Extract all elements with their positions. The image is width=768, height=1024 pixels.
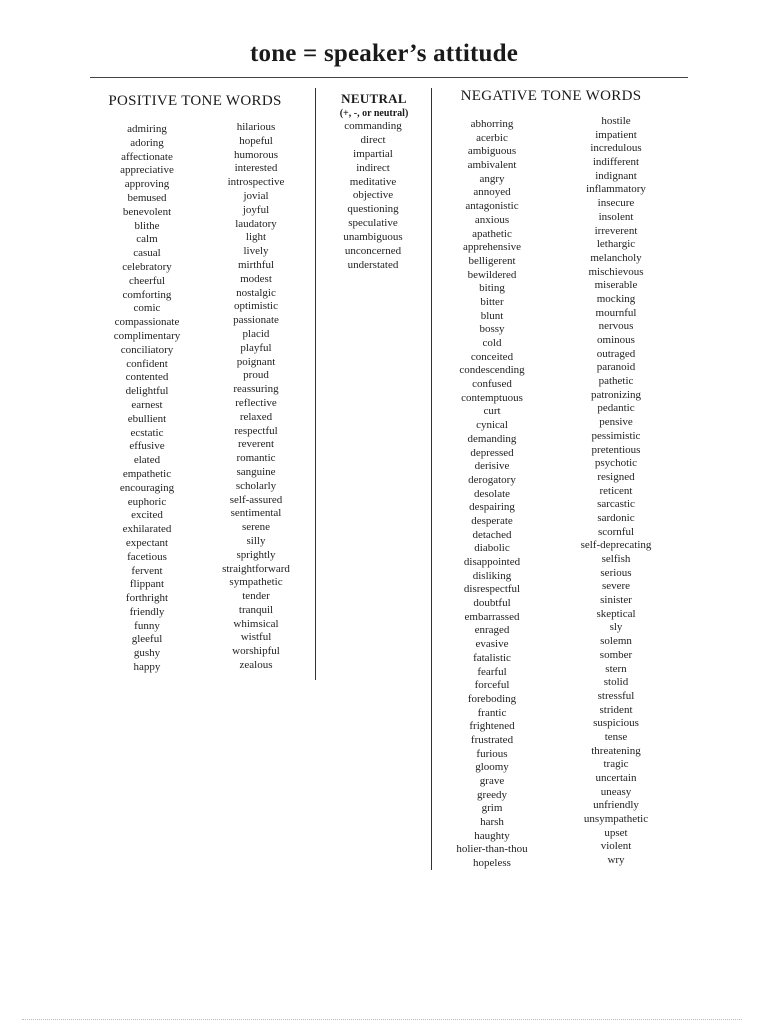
positive-words-column-1 <box>92 123 202 675</box>
positive-tone-word: self-assured <box>229 493 283 506</box>
negative-tone-word: angry <box>479 172 505 185</box>
negative-tone-word: embarrassed <box>464 610 520 623</box>
neutral-tone-word: speculative <box>348 217 398 230</box>
negative-tone-word: curt <box>483 405 501 418</box>
neutral-tone-word: unambiguous <box>343 231 403 244</box>
positive-heading: POSITIVE TONE WORDS <box>108 93 282 109</box>
negative-tone-word: anxious <box>474 213 510 226</box>
positive-tone-word: optimistic <box>234 300 278 313</box>
positive-tone-word: conciliatory <box>120 343 174 356</box>
negative-heading: NEGATIVE TONE WORDS <box>460 88 642 104</box>
negative-tone-word: miserable <box>594 279 638 292</box>
negative-tone-word: selfish <box>601 553 631 565</box>
negative-tone-word: psychotic <box>594 457 638 470</box>
negative-tone-word: insolent <box>598 210 634 223</box>
positive-tone-word: comic <box>133 302 161 315</box>
positive-tone-word: confident <box>126 357 168 370</box>
negative-tone-word: derisive <box>474 460 510 473</box>
negative-tone-word: contemptuous <box>461 391 523 404</box>
negative-tone-word: detached <box>472 528 512 541</box>
negative-tone-word: abhorring <box>470 118 514 130</box>
positive-tone-word: laudatory <box>235 217 277 230</box>
negative-tone-word: doubtful <box>473 597 511 610</box>
positive-tone-word: affectionate <box>121 150 173 163</box>
positive-tone-word: exhilarated <box>122 523 172 536</box>
neutral-tone-word: unconcerned <box>344 245 402 258</box>
positive-tone-word: friendly <box>129 605 165 618</box>
positive-tone-word: reflective <box>235 396 277 409</box>
positive-tone-word: hilarious <box>236 121 276 133</box>
negative-tone-word: bossy <box>479 323 505 336</box>
neutral-tone-word: indirect <box>356 161 390 174</box>
negative-tone-word: insecure <box>597 197 635 210</box>
negative-tone-word: patronizing <box>590 388 642 401</box>
neutral-tone-word: questioning <box>347 203 399 216</box>
positive-tone-word: tender <box>242 590 270 603</box>
column-divider-right <box>431 88 432 870</box>
negative-tone-word: conceited <box>470 350 514 363</box>
negative-tone-word: skeptical <box>596 607 636 620</box>
negative-tone-word: mournful <box>595 306 637 319</box>
negative-tone-word: ominous <box>597 334 635 346</box>
negative-tone-word: solemn <box>600 635 632 648</box>
negative-tone-word: gloomy <box>475 761 509 774</box>
positive-tone-word: casual <box>133 247 161 260</box>
positive-tone-word: scholarly <box>235 479 277 492</box>
positive-tone-word: benevolent <box>122 205 172 218</box>
positive-tone-word: sentimental <box>230 507 282 520</box>
positive-tone-word: zealous <box>239 659 273 672</box>
positive-tone-word: gleeful <box>131 633 163 646</box>
positive-tone-word: passionate <box>233 314 279 327</box>
positive-tone-word: calm <box>136 233 158 246</box>
negative-tone-word: demanding <box>467 432 517 445</box>
positive-tone-word: expectant <box>125 536 169 549</box>
positive-tone-word: sprightly <box>236 548 276 561</box>
positive-tone-word: joyful <box>242 203 270 216</box>
positive-tone-word: complimentary <box>113 329 181 342</box>
positive-tone-word: approving <box>124 178 170 191</box>
positive-tone-word: hopeful <box>239 134 273 147</box>
positive-tone-word: admiring <box>127 123 167 135</box>
positive-tone-word: adoring <box>130 136 164 149</box>
positive-tone-word: reassuring <box>233 383 279 396</box>
positive-tone-word: humorous <box>234 148 278 161</box>
negative-tone-word: frightened <box>469 720 515 733</box>
negative-tone-word: enraged <box>474 624 510 637</box>
positive-tone-word: modest <box>240 272 272 285</box>
positive-tone-word: funny <box>134 619 160 632</box>
negative-tone-word: derogatory <box>468 473 516 486</box>
positive-tone-word: tranquil <box>238 603 274 616</box>
negative-tone-word: foreboding <box>467 692 517 705</box>
positive-tone-word: encouraging <box>119 481 175 494</box>
neutral-tone-word: objective <box>352 189 394 202</box>
negative-tone-word: antagonistic <box>465 200 519 213</box>
negative-tone-word: melancholy <box>590 251 642 264</box>
negative-tone-word: despairing <box>469 501 515 514</box>
column-divider-left <box>315 88 316 680</box>
negative-words-column-2 <box>552 115 680 868</box>
negative-tone-word: desolate <box>473 487 511 500</box>
negative-tone-word: furious <box>476 747 508 760</box>
negative-tone-word: wry <box>607 854 625 867</box>
positive-tone-word: interested <box>234 162 278 175</box>
negative-tone-word: hopeless <box>473 857 511 870</box>
negative-tone-word: pensive <box>599 416 633 429</box>
positive-tone-word: light <box>245 231 267 244</box>
negative-tone-word: apathetic <box>472 227 512 240</box>
neutral-tone-word: impartial <box>353 147 393 160</box>
negative-tone-word: unsympathetic <box>583 813 649 826</box>
negative-tone-word: suspicious <box>593 717 639 730</box>
negative-tone-word: incredulous <box>590 142 642 155</box>
negative-tone-word: scornful <box>597 525 635 538</box>
page-title: tone = speaker’s attitude <box>249 40 519 67</box>
negative-tone-word: impatient <box>595 128 637 141</box>
neutral-tone-word: meditative <box>349 175 397 188</box>
positive-tone-word: gushy <box>133 647 161 660</box>
positive-tone-word: celebratory <box>122 260 172 273</box>
positive-tone-word: poignant <box>236 355 276 368</box>
negative-tone-word: ambiguous <box>467 145 517 158</box>
positive-tone-word: serene <box>241 521 271 534</box>
negative-tone-word: tense <box>604 730 628 743</box>
negative-tone-word: acerbic <box>476 131 508 144</box>
negative-tone-word: disappointed <box>463 556 521 568</box>
negative-tone-word: harsh <box>480 816 504 829</box>
positive-tone-word: reverent <box>237 438 275 451</box>
negative-tone-word: indignant <box>595 169 637 182</box>
negative-tone-word: indifferent <box>592 156 640 169</box>
negative-tone-word: bitter <box>480 295 504 308</box>
positive-tone-word: contented <box>125 371 169 384</box>
negative-words-column-1 <box>440 118 544 871</box>
negative-tone-word: sardonic <box>597 511 635 524</box>
positive-tone-word: empathetic <box>122 467 172 480</box>
negative-tone-word: severe <box>601 580 631 593</box>
negative-tone-word: stolid <box>603 676 629 689</box>
positive-tone-word: ebullient <box>127 412 167 425</box>
negative-tone-word: hostile <box>601 115 631 127</box>
positive-tone-word: forthright <box>125 592 169 605</box>
page-bottom-edge <box>22 1019 742 1020</box>
negative-tone-word: biting <box>479 282 505 295</box>
positive-tone-word: straightforward <box>222 562 290 575</box>
positive-tone-word: cheerful <box>128 274 166 287</box>
negative-tone-word: condescending <box>459 364 525 377</box>
negative-tone-word: sinister <box>600 594 632 607</box>
neutral-subheading: (+, -, or neutral) <box>339 108 409 119</box>
negative-tone-word: violent <box>600 840 632 853</box>
negative-tone-word: pathetic <box>598 375 634 388</box>
negative-tone-word: bewildered <box>467 268 517 281</box>
negative-tone-word: haughty <box>474 829 510 842</box>
neutral-heading: NEUTRAL <box>341 91 407 106</box>
negative-tone-word: confused <box>472 378 512 391</box>
negative-tone-word: blunt <box>480 309 504 322</box>
negative-tone-word: strident <box>599 703 633 716</box>
positive-words-column-2 <box>200 121 312 673</box>
negative-tone-word: uncertain <box>595 772 637 784</box>
negative-tone-word: cold <box>482 337 502 349</box>
neutral-tone-word: commanding <box>344 120 402 132</box>
positive-tone-word: facetious <box>127 550 167 563</box>
positive-tone-word: compassionate <box>114 316 180 329</box>
positive-tone-word: playful <box>240 341 272 354</box>
positive-tone-word: bemused <box>127 191 167 204</box>
negative-tone-word: upset <box>604 826 628 839</box>
positive-tone-word: wistful <box>240 631 272 644</box>
negative-tone-word: pessimistic <box>591 429 641 442</box>
negative-tone-word: apprehensive <box>462 241 522 254</box>
negative-tone-word: stern <box>605 662 627 675</box>
negative-tone-word: cynical <box>476 419 508 432</box>
negative-tone-word: unfriendly <box>593 799 639 812</box>
positive-tone-word: jovial <box>243 189 269 202</box>
neutral-tone-word: understated <box>347 258 399 271</box>
positive-tone-word: lively <box>243 245 269 258</box>
positive-tone-word: worshipful <box>232 645 280 658</box>
positive-tone-word: respectful <box>234 424 278 437</box>
negative-tone-word: desperate <box>471 514 513 527</box>
negative-tone-word: fatalistic <box>473 651 511 664</box>
negative-tone-word: outraged <box>596 347 636 360</box>
positive-tone-word: nostalgic <box>236 286 276 299</box>
negative-tone-word: greedy <box>477 788 507 801</box>
negative-tone-word: pedantic <box>597 402 635 415</box>
negative-tone-word: disrespectful <box>463 583 521 596</box>
negative-tone-word: paranoid <box>596 361 636 374</box>
positive-tone-word: earnest <box>131 398 163 411</box>
negative-tone-word: grave <box>479 775 505 787</box>
positive-tone-word: whimsical <box>233 617 279 630</box>
positive-tone-word: sanguine <box>236 465 276 478</box>
positive-tone-word: proud <box>243 369 269 382</box>
negative-tone-word: ambivalent <box>467 159 517 172</box>
negative-tone-word: serious <box>600 566 632 579</box>
positive-tone-word: silly <box>246 534 266 547</box>
negative-tone-word: disliking <box>472 569 512 582</box>
negative-tone-word: depressed <box>470 446 514 459</box>
negative-tone-word: holier-than-thou <box>456 843 528 856</box>
negative-tone-word: reticent <box>599 484 633 497</box>
negative-tone-word: mocking <box>596 292 636 305</box>
negative-tone-word: grim <box>481 802 503 815</box>
positive-tone-word: effusive <box>129 440 165 453</box>
negative-tone-word: pretentious <box>591 443 641 456</box>
title-underline <box>90 77 688 78</box>
negative-tone-word: lethargic <box>596 238 636 251</box>
negative-tone-word: tragic <box>603 758 629 771</box>
positive-tone-word: relaxed <box>239 410 273 423</box>
negative-tone-word: nervous <box>598 320 634 333</box>
positive-tone-word: euphoric <box>127 495 167 508</box>
positive-tone-word: romantic <box>236 452 276 465</box>
negative-tone-word: self-deprecating <box>580 539 652 552</box>
negative-tone-word: inflammatory <box>586 183 646 196</box>
negative-tone-word: irreverent <box>594 224 638 237</box>
positive-tone-word: sympathetic <box>229 576 283 589</box>
negative-tone-word: frustrated <box>470 733 514 746</box>
positive-tone-word: blithe <box>134 219 160 232</box>
negative-tone-word: belligerent <box>468 254 516 267</box>
positive-tone-word: flippant <box>129 578 165 591</box>
positive-tone-word: fervent <box>131 564 163 577</box>
positive-tone-word: placid <box>242 327 270 340</box>
positive-tone-word: excited <box>131 509 163 522</box>
negative-tone-word: resigned <box>597 470 635 483</box>
negative-tone-word: fearful <box>477 665 507 678</box>
negative-tone-word: forceful <box>474 679 510 692</box>
negative-tone-word: annoyed <box>473 186 511 199</box>
negative-tone-word: uneasy <box>600 785 632 798</box>
negative-tone-word: stressful <box>597 689 635 702</box>
positive-tone-word: appreciative <box>120 164 174 177</box>
negative-tone-word: threatening <box>591 744 641 757</box>
negative-tone-word: diabolic <box>474 542 510 555</box>
positive-tone-word: ecstatic <box>130 426 164 439</box>
negative-tone-word: mischievous <box>588 265 644 278</box>
neutral-tone-word: direct <box>360 133 386 146</box>
negative-tone-word: sarcastic <box>597 498 635 511</box>
neutral-words-column <box>322 120 424 273</box>
positive-tone-word: mirthful <box>237 258 275 271</box>
positive-tone-word: introspective <box>227 176 285 189</box>
negative-tone-word: sly <box>609 621 623 634</box>
positive-tone-word: elated <box>133 454 161 467</box>
positive-tone-word: delightful <box>125 385 169 398</box>
positive-tone-word: happy <box>133 661 161 674</box>
negative-tone-word: evasive <box>475 638 509 651</box>
negative-tone-word: frantic <box>477 706 507 719</box>
negative-tone-word: somber <box>599 648 633 661</box>
positive-tone-word: comforting <box>122 288 172 301</box>
